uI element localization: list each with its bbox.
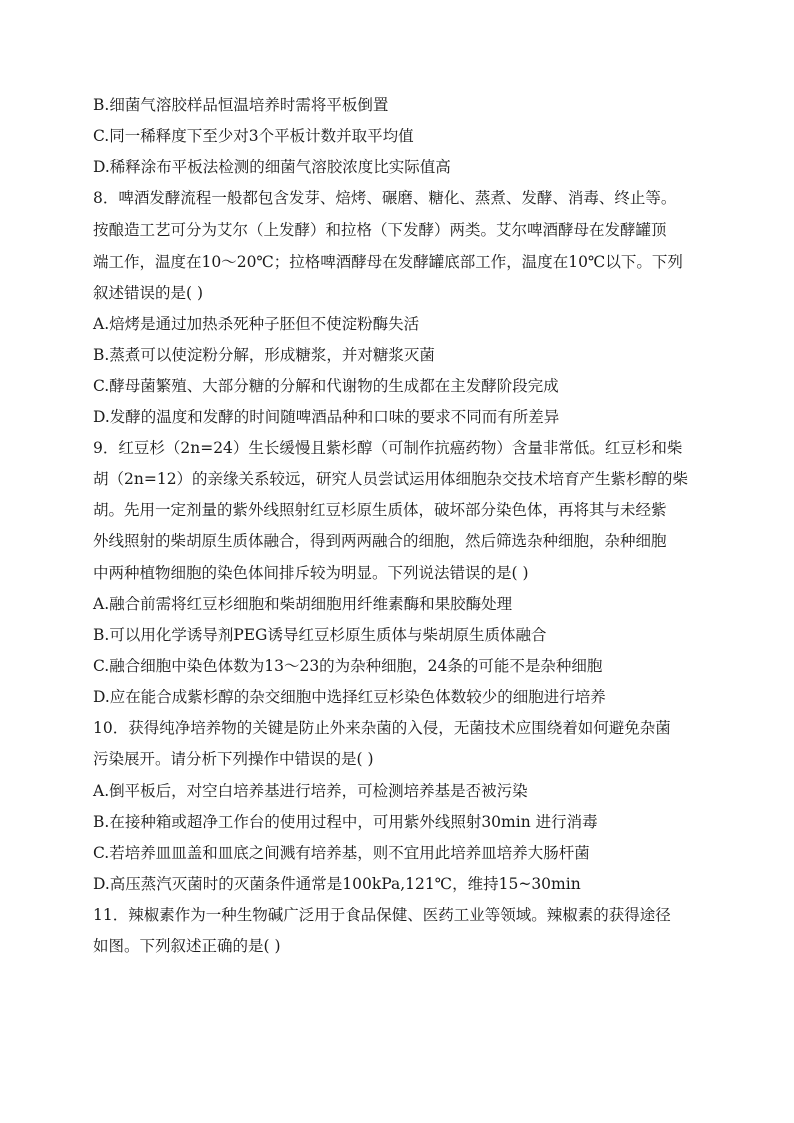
question-9-line-5: 中两种植物细胞的染色体间排斥较为明显。下列说法错误的是( ) [93, 564, 529, 582]
option-8a: A.焙烤是通过加热杀死种子胚但不使淀粉酶失活 [93, 315, 420, 333]
option-9d: D.应在能合成紫杉醇的杂交细胞中选择红豆杉染色体数较少的细胞进行培养 [93, 688, 606, 706]
question-8-line-3: 端工作，温度在10～20℃；拉格啤酒酵母在发酵罐底部工作，温度在10℃以下。下列 [93, 253, 683, 271]
question-8-line-4: 叙述错误的是( ) [93, 284, 204, 302]
option-10b: B.在接种箱或超净工作台的使用过程中，可用紫外线照射30min 进行消毒 [93, 813, 598, 831]
option-7c: C.同一稀释度下至少对3个平板计数并取平均值 [93, 127, 414, 145]
question-9-line-4: 外线照射的柴胡原生质体融合，得到两两融合的细胞，然后筛选杂种细胞，杂种细胞 [93, 532, 667, 550]
question-8-line-1: 8．啤酒发酵流程一般都包含发芽、焙烤、碾磨、糖化、蒸煮、发酵、消毒、终止等。 [93, 189, 677, 207]
option-7b: B.细菌气溶胶样品恒温培养时需将平板倒置 [93, 96, 389, 114]
question-11-line-2: 如图。下列叙述正确的是( ) [93, 937, 281, 955]
option-10c: C.若培养皿皿盖和皿底之间溅有培养基，则不宜用此培养皿培养大肠杆菌 [93, 844, 590, 862]
option-7d: D.稀释涂布平板法检测的细菌气溶胶浓度比实际值高 [93, 158, 451, 176]
option-8b: B.蒸煮可以使淀粉分解，形成糖浆，并对糖浆灭菌 [93, 346, 435, 364]
option-10d: D.高压蒸汽灭菌时的灭菌条件通常是100kPa,121℃，维持15~30min [93, 875, 581, 893]
question-8-line-2: 按酿造工艺可分为艾尔（上发酵）和拉格（下发酵）两类。艾尔啤酒酵母在发酵罐顶 [93, 221, 667, 239]
option-9b: B.可以用化学诱导剂PEG诱导红豆杉原生质体与柴胡原生质体融合 [93, 626, 547, 644]
option-9c: C.融合细胞中染色体数为13～23的为杂种细胞，24条的可能不是杂种细胞 [93, 657, 603, 675]
question-11-line-1: 11．辣椒素作为一种生物碱广泛用于食品保健、医药工业等领域。辣椒素的获得途径 [93, 906, 671, 924]
question-9-line-3: 胡。先用一定剂量的紫外线照射红豆杉原生质体，破坏部分染色体，再将其与未经紫 [93, 501, 667, 519]
option-9a: A.融合前需将红豆杉细胞和柴胡细胞用纤维素酶和果胶酶处理 [93, 595, 513, 613]
question-9-line-2: 胡（2n=12）的亲缘关系较远，研究人员尝试运用体细胞杂交技术培育产生紫杉醇的柴 [93, 470, 689, 488]
option-8d: D.发酵的温度和发酵的时间随啤酒品种和口味的要求不同而有所差异 [93, 408, 560, 426]
option-8c: C.酵母菌繁殖、大部分糖的分解和代谢物的生成都在主发酵阶段完成 [93, 377, 559, 395]
question-10-line-2: 污染展开。请分析下列操作中错误的是( ) [93, 750, 374, 768]
option-10a: A.倒平板后，对空白培养基进行培养，可检测培养基是否被污染 [93, 782, 528, 800]
question-9-line-1: 9．红豆杉（2n=24）生长缓慢且紫杉醇（可制作抗癌药物）含量非常低。红豆杉和柴 [93, 439, 683, 457]
question-10-line-1: 10．获得纯净培养物的关键是防止外来杂菌的入侵，无菌技术应围绕着如何避免杂菌 [93, 719, 671, 737]
